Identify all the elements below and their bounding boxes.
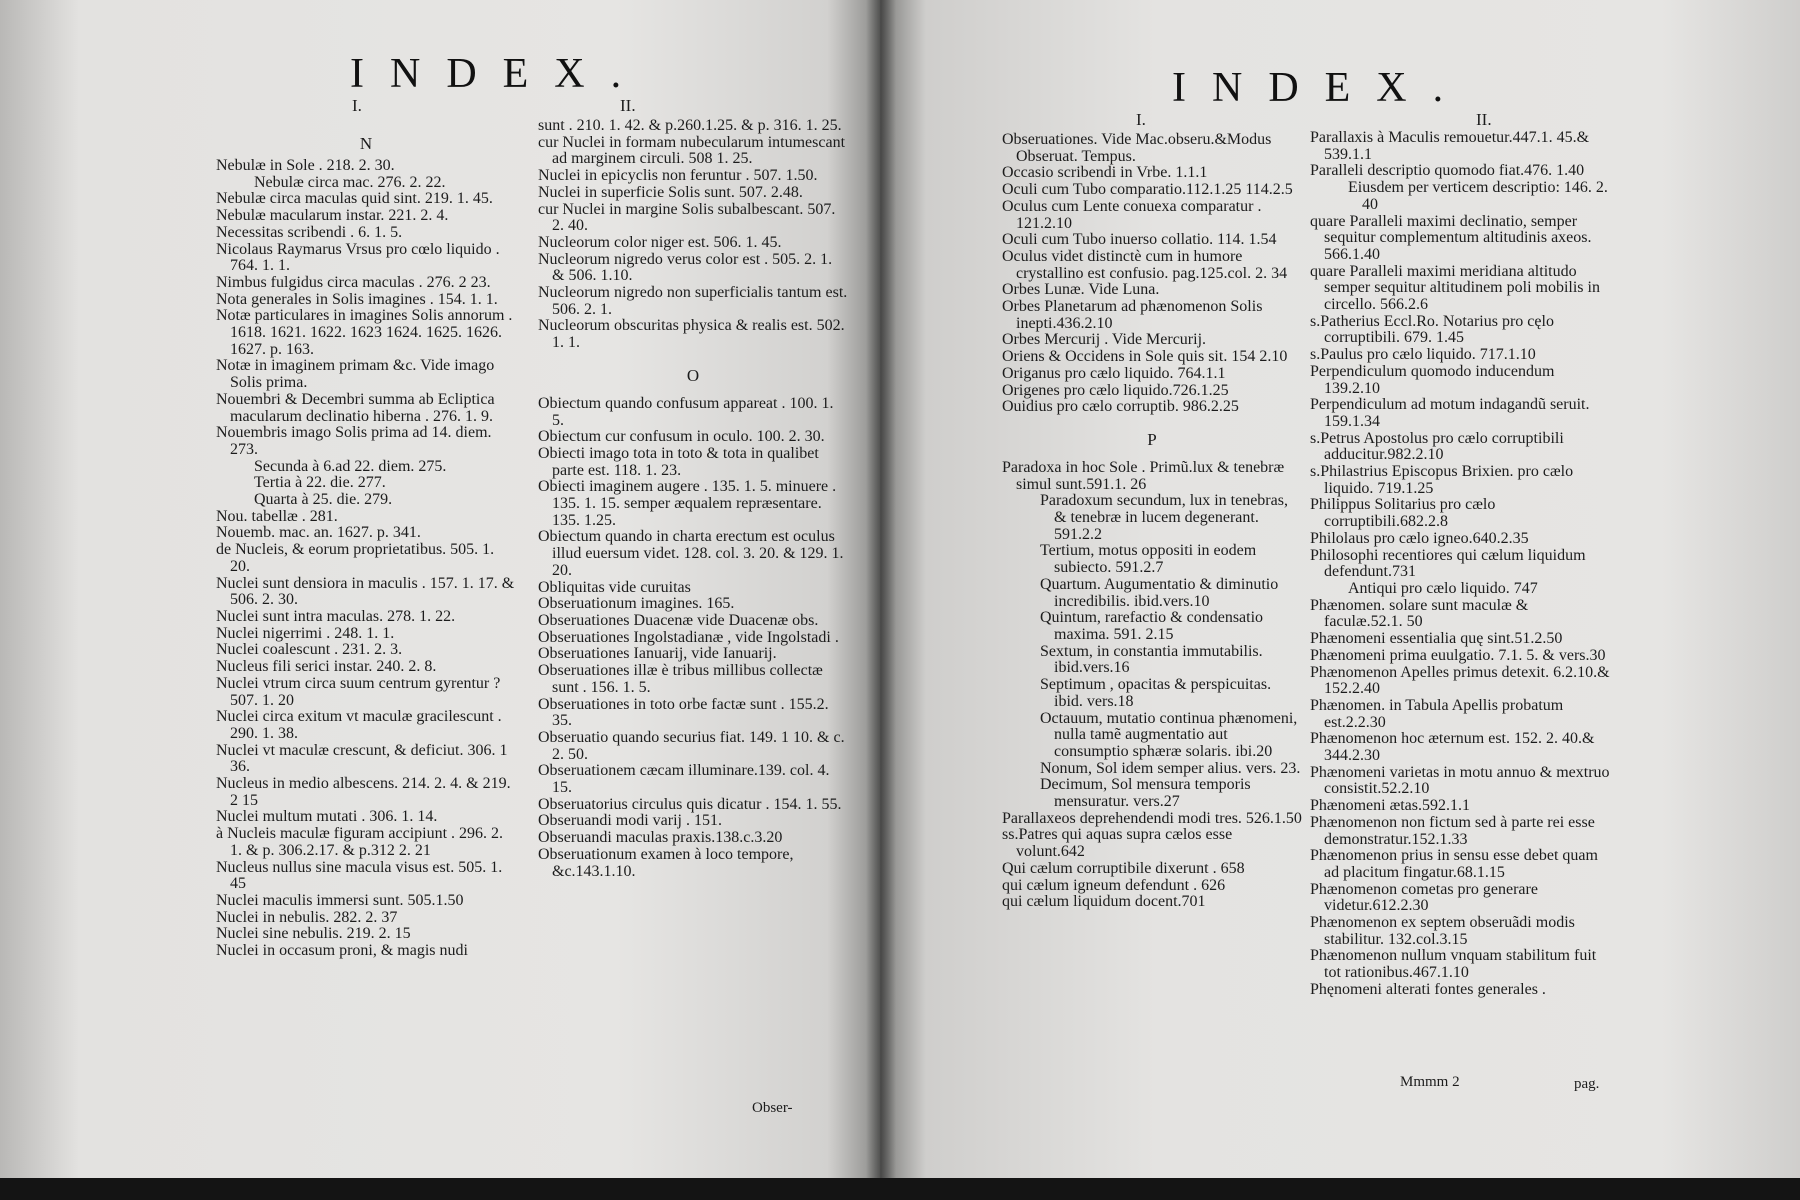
left-catchword: Obser- <box>752 1100 793 1116</box>
index-entry: Obseruationum imagines. 165. <box>538 595 735 613</box>
index-entry: Obseruationes illæ è tribus millibus collectæ sunt . 156. 1. 5. <box>538 662 823 696</box>
index-entry: Nimbus fulgidus circa maculas . 276. 2 23. <box>216 273 491 291</box>
index-entry: Phænomenon non fictum sed à parte rei esse demonstratur.152.1.33 <box>1310 813 1595 848</box>
index-entry: Origenes pro cælo liquido.726.1.25 <box>1002 381 1229 399</box>
left-column-1 <box>216 134 516 960</box>
index-entry: Phænomeni essentialia quę sint.51.2.50 <box>1310 630 1563 648</box>
index-entry: Phænomenon hoc æternum est. 152. 2. 40.& 344.2.30 <box>1310 730 1595 765</box>
index-entry: Parallaxis à Maculis remouetur.447.1. 45.& 539.1.1 <box>1310 129 1590 163</box>
right-column-1 <box>1002 132 1302 911</box>
index-entry: Decimum, Sol mensura temporis mensuratur. vers.27 <box>1040 776 1251 811</box>
index-entry: Nuclei sine nebulis. 219. 2. 15 <box>216 925 411 943</box>
index-entry: Nucleorum nigredo non superficialis tantum est. 506. 2. 1. <box>538 284 848 318</box>
left-col2-entry-list-top <box>538 118 848 352</box>
index-entry: Notæ particulares in imagines Solis annorum . 1618. 1621. 1622. 1623 1624. 1625. 1626. 1627. p. 163. <box>216 307 513 358</box>
right-catchword: pag. <box>1574 1076 1600 1092</box>
index-entry: Orbes Planetarum ad phænomenon Solis inepti.436.2.10 <box>1002 298 1263 332</box>
section-letter-o: O <box>686 365 700 385</box>
index-entry: Nucleorum color niger est. 506. 1. 45. <box>538 233 782 251</box>
left-page <box>0 0 880 1200</box>
index-entry: Tertia à 22. die. 277. <box>254 474 386 492</box>
page-gutter-shadow <box>866 0 896 1200</box>
right-col2-heading: II. <box>1476 110 1492 129</box>
index-entry: Oriens & Occidens in Sole quis sit. 154 2.10 <box>1002 348 1288 366</box>
right-col2-entry-list <box>1310 130 1610 999</box>
index-entry: Nuclei vt maculæ crescunt, & deficiut. 306. 1 36. <box>216 741 508 776</box>
index-entry: Nebulæ circa maculas quid sint. 219. 1. 45. <box>216 190 493 208</box>
index-entry: Obseruationes. Vide Mac.obseru.&Modus Obseruat. Tempus. <box>1002 131 1272 165</box>
index-entry: Nouembri & Decembri summa ab Ecliptica macularum declinatio hiberna . 276. 1. 9. <box>216 390 495 425</box>
index-entry: Nuclei in superficie Solis sunt. 507. 2.48. <box>538 183 803 201</box>
index-entry: Obseruationes Ianuarij, vide Ianuarij. <box>538 645 777 663</box>
index-entry: Nebulæ circa mac. 276. 2. 22. <box>254 173 446 191</box>
index-entry: Secunda à 6.ad 22. diem. 275. <box>254 457 447 475</box>
index-entry: Philosophi recentiores qui cælum liquidum defendunt.731 <box>1310 546 1586 581</box>
index-entry: Nebulæ in Sole . 218. 2. 30. <box>216 157 395 174</box>
index-entry: Orbes Lunæ. Vide Luna. <box>1002 281 1160 299</box>
index-entry: s.Paulus pro cælo liquido. 717.1.10 <box>1310 346 1536 364</box>
index-entry: qui cælum igneum defendunt . 626 <box>1002 876 1226 894</box>
index-entry: qui cælum liquidum docent.701 <box>1002 893 1206 911</box>
right-col1-entry-list-top <box>1002 132 1302 416</box>
index-entry: Nota generales in Solis imagines . 154. 1. 1. <box>216 290 498 308</box>
index-entry: s.Patherius Eccl.Ro. Notarius pro cęlo corruptibili. 679. 1.45 <box>1310 312 1554 347</box>
index-entry: Nicolaus Raymarus Vrsus pro cœlo liquido . 764. 1. 1. <box>216 240 500 275</box>
index-entry: Oculus cum Lente conuexa comparatur . 121.2.10 <box>1002 197 1262 232</box>
index-entry: Nucleus fili serici instar. 240. 2. 8. <box>216 658 437 676</box>
index-entry: Perpendiculum ad motum indagandũ seruit. 159.1.34 <box>1310 396 1590 430</box>
index-entry: Phænomeni varietas in motu annuo & mextruo consistit.52.2.10 <box>1310 763 1610 798</box>
index-entry: Phænomeni ætas.592.1.1 <box>1310 797 1471 815</box>
index-entry: à Nucleis maculæ figuram accipiunt . 296. 2. 1. & p. 306.2.17. & p.312 2. 21 <box>216 825 504 859</box>
index-entry: Nebulæ macularum instar. 221. 2. 4. <box>216 207 449 225</box>
index-entry: Phænomen. solare sunt maculæ & faculæ.52.1. 50 <box>1310 596 1529 631</box>
section-letter-n: N <box>359 134 373 153</box>
index-entry: Occasio scribendi in Vrbe. 1.1.1 <box>1002 164 1208 182</box>
index-entry: Obseruationes Ingolstadianæ , vide Ingolstadi . <box>538 628 839 646</box>
index-entry: Qui cælum corruptibile dixerunt . 658 <box>1002 859 1245 877</box>
index-entry: Perpendiculum quomodo inducendum 139.2.10 <box>1310 362 1555 397</box>
index-entry: Ouidius pro cælo corruptib. 986.2.25 <box>1002 398 1239 416</box>
index-entry: Nuclei coalescunt . 231. 2. 3. <box>216 641 403 659</box>
index-entry: Nouembris imago Solis prima ad 14. diem. 273. <box>216 424 492 458</box>
index-entry: s.Philastrius Episcopus Brixien. pro cælo liquido. 719.1.25 <box>1310 463 1574 497</box>
index-entry: Nuclei in epicyclis non feruntur . 507. 1.50. <box>538 167 818 185</box>
index-entry: Nucleus in medio albescens. 214. 2. 4. & 219. 2 15 <box>216 775 511 809</box>
left-column-2 <box>538 118 848 880</box>
index-entry: Philolaus pro cælo igneo.640.2.35 <box>1310 529 1529 547</box>
index-entry: Nuclei vtrum circa suum centrum gyrentur ? 507. 1. 20 <box>216 674 501 709</box>
index-entry: Nuclei maculis immersi sunt. 505.1.50 <box>216 891 464 909</box>
index-entry: Phænomen. in Tabula Apellis probatum est.2.2.30 <box>1310 696 1564 731</box>
index-entry: Phænomeni prima euulgatio. 7.1. 5. & vers.30 <box>1310 646 1606 664</box>
index-entry: cur Nuclei in formam nubecularum intumescant ad marginem circuli. 508 1. 25. <box>538 133 846 168</box>
index-entry: Nuclei in occasum proni, & magis nudi <box>216 942 468 960</box>
index-entry: Quarta à 25. die. 279. <box>254 491 393 509</box>
right-col1-entry-list-bottom <box>1002 460 1302 911</box>
index-entry: Phænomenon cometas pro generare videtur.612.2.30 <box>1310 880 1538 915</box>
index-entry: Phænomenon prius in sensu esse debet quam ad placitum fingatur.68.1.15 <box>1310 847 1598 881</box>
index-entry: Nuclei nigerrimi . 248. 1. 1. <box>216 624 395 642</box>
index-entry: quare Paralleli maximi declinatio, semper sequitur complementum altitudinis axeos. 566.1.40 <box>1310 212 1592 263</box>
left-col1-entry-list <box>216 158 516 960</box>
index-entry: Nucleorum obscuritas physica & realis est. 502. 1. 1. <box>538 317 845 352</box>
index-entry: de Nucleis, & eorum proprietatibus. 505. 1. 20. <box>216 541 495 575</box>
index-entry: Nonum, Sol idem semper alius. vers. 23. <box>1040 759 1301 777</box>
index-entry: Nucleorum nigredo verus color est . 505. 2. 1. & 506. 1.10. <box>538 250 833 285</box>
right-page <box>880 0 1800 1200</box>
index-entry: Philippus Solitarius pro cælo corruptibili.682.2.8 <box>1310 496 1496 531</box>
index-entry: Obiecti imaginem augere . 135. 1. 5. minuere . 135. 1. 15. semper æqualem repræsentare. 135. 1.25. <box>538 478 837 529</box>
index-entry: Phænomenon nullum vnquam stabilitum fuit tot rationibus.467.1.10 <box>1310 947 1597 982</box>
index-entry: Obiectum quando in charta erectum est oculus illud euersum videt. 128. col. 3. 20. & 129. 1. 20. <box>538 528 844 579</box>
left-page-title: INDEX. <box>350 51 648 97</box>
index-entry: Obliquitas vide curuitas <box>538 578 691 596</box>
index-entry: Obseruandi maculas praxis.138.c.3.20 <box>538 829 783 847</box>
index-entry: Orbes Mercurij . Vide Mercurij. <box>1002 331 1207 349</box>
index-entry: Obseruandi modi varij . 151. <box>538 812 722 830</box>
index-entry: Nuclei multum mutati . 306. 1. 14. <box>216 808 438 826</box>
index-entry: ss.Patres qui aquas supra cælos esse volunt.642 <box>1002 826 1233 861</box>
index-entry: Necessitas scribendi . 6. 1. 5. <box>216 223 403 241</box>
index-entry: Octauum, mutatio continua phænomeni, nulla tamẽ augmentatio aut consumptio sphæræ solaris. ibi.20 <box>1040 709 1298 760</box>
index-entry: Phænomenon Apelles primus detexit. 6.2.10.& 152.2.40 <box>1310 663 1610 698</box>
index-entry: Obiectum cur confusum in oculo. 100. 2. 30. <box>538 428 825 446</box>
index-entry: Nuclei sunt densiora in maculis . 157. 1. 17. & 506. 2. 30. <box>216 574 515 609</box>
index-entry: Sextum, in constantia immutabilis. ibid.vers.16 <box>1040 642 1263 677</box>
index-entry: Notæ in imaginem primam &c. Vide imago Solis prima. <box>216 357 495 392</box>
right-column-2 <box>1310 130 1610 999</box>
index-entry: Obiecti imago tota in toto & tota in qualibet parte est. 118. 1. 23. <box>538 444 819 479</box>
index-entry: s.Petrus Apostolus pro cælo corruptibili adducitur.982.2.10 <box>1310 429 1564 464</box>
index-entry: quare Paralleli maximi meridiana altitudo semper sequitur altitudinem poli mobilis in circello. 566.2.6 <box>1310 262 1600 314</box>
index-entry: cur Nuclei in margine Solis subalbescant. 507. 2. 40. <box>538 200 836 235</box>
index-entry: Paralleli descriptio quomodo fiat.476. 1.40 <box>1310 162 1585 180</box>
index-entry: Nou. tabellæ . 281. <box>216 507 338 525</box>
section-letter-p: P <box>1147 429 1157 449</box>
index-entry: Quintum, rarefactio & condensatio maxima. 591. 2.15 <box>1040 609 1264 643</box>
index-entry: Phęnomeni alterati fontes generales . <box>1310 980 1546 998</box>
index-entry: Obseruationum examen à loco tempore, &c.143.1.10. <box>538 845 794 880</box>
index-entry: Paradoxum secundum, lux in tenebras, & tenebræ in lucem degenerant. 591.2.2 <box>1040 492 1288 543</box>
index-entry: Nucleus nullus sine macula visus est. 505. 1. 45 <box>216 858 503 893</box>
index-entry: Nuclei sunt intra maculas. 278. 1. 22. <box>216 607 456 625</box>
index-entry: Tertium, motus oppositi in eodem subiecto. 591.2.7 <box>1040 542 1257 577</box>
background-edge <box>0 1178 1800 1200</box>
index-entry: Oculi cum Tubo inuerso collatio. 114. 1.54 <box>1002 231 1277 249</box>
index-entry: Phænomenon ex septem obseruãdi modis stabilitur. 132.col.3.15 <box>1310 914 1575 948</box>
right-signature-mark: Mmmm 2 <box>1400 1074 1460 1090</box>
index-entry: Origanus pro cælo liquido. 764.1.1 <box>1002 364 1226 382</box>
index-entry: Obseruatorius circulus quis dicatur . 154. 1. 55. <box>538 795 842 813</box>
index-entry: Obseruationes in toto orbe factæ sunt . 155.2. 35. <box>538 695 829 730</box>
index-entry: Obseruatio quando securius fiat. 149. 1 10. & c. 2. 50. <box>538 728 845 763</box>
left-col2-heading: II. <box>620 96 636 115</box>
index-entry: Eiusdem per verticem descriptio: 146. 2. 40 <box>1348 179 1608 213</box>
index-entry: Obseruationes Duacenæ vide Duacenæ obs. <box>538 611 819 629</box>
index-entry: Oculi cum Tubo comparatio.112.1.25 114.2.5 <box>1002 181 1293 199</box>
index-entry: Antiqui pro cælo liquido. 747 <box>1348 579 1538 597</box>
index-entry: sunt . 210. 1. 42. & p.260.1.25. & p. 316. 1. 25. <box>538 117 842 134</box>
right-page-title: INDEX. <box>1172 65 1470 111</box>
index-entry: Septimum , opacitas & perspicuitas. ibid. vers.18 <box>1040 676 1272 710</box>
left-col1-heading: I. <box>352 96 362 115</box>
index-entry: Quartum. Augumentatio & diminutio incredibilis. ibid.vers.10 <box>1040 575 1279 610</box>
left-col2-entry-list-bottom <box>538 396 848 880</box>
index-entry: Nuclei in nebulis. 282. 2. 37 <box>216 908 398 926</box>
index-entry: Nouemb. mac. an. 1627. p. 341. <box>216 524 421 542</box>
right-col1-heading: I. <box>1136 110 1146 129</box>
index-entry: Oculus videt distinctè cum in humore crystallino est confusio. pag.125.col. 2. 34 <box>1002 247 1288 282</box>
index-entry: Nuclei circa exitum vt maculæ gracilescunt . 290. 1. 38. <box>216 708 502 742</box>
index-entry: Paradoxa in hoc Sole . Primũ.lux & tenebræ simul sunt.591.1. 26 <box>1002 458 1285 493</box>
index-entry: Obseruationem cæcam illuminare.139. col. 4. 15. <box>538 762 830 797</box>
index-entry: Obiectum quando confusum appareat . 100. 1. 5. <box>538 394 834 429</box>
index-entry: Parallaxeos deprehendendi modi tres. 526.1.50 <box>1002 809 1302 827</box>
